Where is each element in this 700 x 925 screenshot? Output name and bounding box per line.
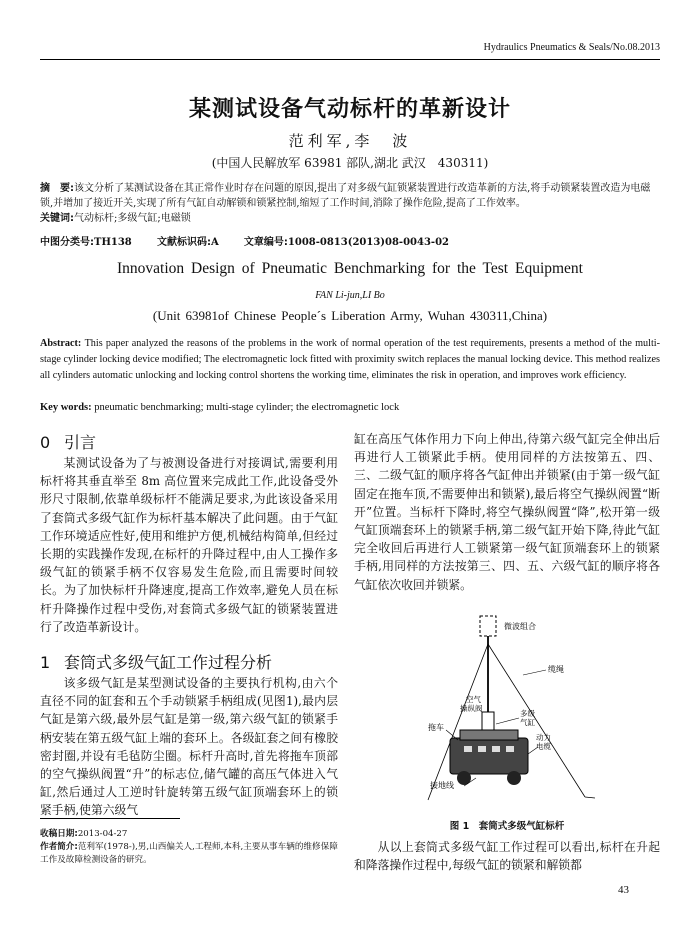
trailer-window-1 [464,746,472,752]
trailer-body [450,738,528,774]
label-cable: 缆绳 [548,665,564,674]
label-trailer: 拖车 [428,723,444,732]
clc-value: TH138 [94,237,132,248]
footnote-rule [40,818,180,819]
section-1-body: 该多级气缸是某型测试设备的主要执行机构,由六个直径不同的缸套和五个手动锁紧手柄组成(见图1),最内层气缸是第六级,最外层气缸是第一级,第六级气缸的锁紧手柄安装在第五级气缸上端的套环上。各级缸套之间有橡胶密封圈,并设有毛毡防尘圈。标杆升高时,首先将拖车顶部的空气操纵阀置“升”的标志位,储气罐的高压气体进入气缸,然后通过人工逆时针旋转第五级气缸顶端套环上的锁紧手柄,使第六级气 [40,676,338,818]
label-power-line-1: 动力 [536,733,551,742]
keywords-en-label: Key words: [40,402,92,413]
abstract-en [40,336,660,384]
section-0-number: 0 [40,433,51,452]
label-valve-line-2: 操纵阀 [460,704,483,713]
figure-1-caption: 图 1 套筒式多级气缸标杆 [449,821,565,832]
right-column-text: 缸在高压气体作用力下向上伸出,待第六级气缸完全伸出后再进行人工锁紧此手柄。使用同样的方法按第五、四、三、二级气缸的顺序将各气缸伸出并锁紧(由于第一级气缸固定在拖车顶,不需要伸出和锁紧),最后将空气操纵阀置“断开”位置。当标杆下降时,将空气操纵阀置“降”,松开第一级气缸顶端套环上的锁紧手柄,第二级气缸开始下降,待此气缸完全收回后再进行人工锁紧第一级气缸顶端套环上的锁紧手柄,用同样的方法按第三、四、五、六级气缸的顺序将各气缸依次收回并锁紧。 [354,432,660,592]
trailer-window-3 [492,746,500,752]
label-microwave: 微波组合 [504,622,536,631]
journal-header: Hydraulics Pneumatics & Seals/No.08.2013 [483,42,660,53]
label-power-line-2: 电缆 [536,742,551,751]
trailer-top [460,730,518,740]
keywords-en [40,402,399,413]
section-1-number: 1 [40,653,51,672]
microwave-box [480,616,496,636]
paper-title-zh: 某测试设备气动标杆的革新设计 [188,97,511,122]
received-date: 2013-04-27 [77,829,128,839]
wheel-right [507,771,521,785]
article-number-value: 1008-0813(2013)08-0043-02 [287,237,449,248]
footnote [40,828,340,867]
trailer-window-4 [506,746,514,752]
received-label: 收稿日期: [40,829,78,839]
keywords-zh-text: 气动标杆;多级气缸;电磁锁 [74,213,191,224]
abstract-zh-text: 该文分析了某测试设备在其正常作业时存在问题的原因,提出了对多级气缸锁紧装置进行改造革新的方法,将手动锁紧装置改造为电磁锁,并增加了接近开关,实现了所有气缸自动解锁和锁紧控制,缩短了工作时间,消除了操作危险,提高了工作效率。 [40,183,651,209]
abstract-zh-label: 摘 要: [40,183,74,194]
section-0-body: 某测试设备为了与被测设备进行对接调试,需要利用标杆将其垂直举至 8m 高位置来完成此工作,此设备受外形尺寸限制,依靠单级标杆不能满足要求,为此该设备采用了套筒式多级气缸作为标杆基本解决了此问题。由于气缸工作环境适应性好,使用和维护方便,机械结构简单,但经过长期的实践操作发现,在标杆的升降过程中,由人工操作多级气缸的锁紧手柄不仅容易发生危险,而且需要时间较长。为了加快标杆升降速度,提高工作效率,避免人员在标杆升降操作过程中受伤,对套筒式多级气缸的锁紧装置进行了改造革新设计。 [40,456,338,634]
cable-leader [523,670,546,675]
authors-zh: 范利军,李 波 [288,132,412,150]
keywords-zh-label: 关键词: [40,213,74,224]
abstract-en-label: Abstract: [40,338,82,349]
abstract-zh [40,181,660,226]
paper-title-en: Innovation Design of Pneumatic Benchmarking for the Test Equipment [116,260,583,277]
affiliation-en: (Unit 63981of Chinese People´s Liberation Army, Wuhan 430311,China) [152,308,548,323]
authors-en: FAN Li-jun,LI Bo [315,290,385,301]
label-cylinder [520,708,537,727]
label-valve-line-1: 空气 [466,695,481,704]
label-cylinder-line-1: 多级 [520,709,535,718]
doc-code-label: 文献标识码: [156,237,211,248]
affiliation-zh: (中国人民解放军 63981 部队,湖北 武汉 430311) [211,156,489,170]
bio-text: 范利军(1978-),男,山西偏关人,工程师,本科,主要从事车辆的维修保障工作及故障检测设备的研究。 [40,842,338,865]
abstract-en-text: This paper analyzed the reasons of the problems in the work of normal operation of the test requirements, presents a method of the multi-stage cylinder locking device modified; The electromagnetic lock fitted with proximity switch replaces the manual locking device. This method realizes all cylinders automatic unlocking and locking control shortens the working time, eliminates the risk in operation, and improves work efficiency. [40,338,661,381]
doc-code-value: A [210,237,219,248]
clc-label: 中图分类号: [40,237,94,248]
cylinder-leader [496,718,519,724]
label-ground: 接地线 [430,781,454,790]
section-1-title: 套筒式多级气缸工作过程分析 [64,653,273,672]
section-1-heading [40,650,338,673]
classification-line [40,233,471,248]
label-cylinder-line-2: 气缸 [520,718,535,727]
keywords-en-text: pneumatic benchmarking; multi-stage cylinder; the electromagnetic lock [94,402,400,413]
header-rule [40,59,660,60]
bio-label: 作者简介: [40,842,78,852]
label-power [536,732,553,751]
trailer-window-2 [478,746,486,752]
label-valve [460,694,483,713]
after-figure-text: 从以上套筒式多级气缸工作过程可以看出,标杆在升起和降落操作过程中,每级气缸的锁紧和解锁都 [354,840,660,873]
page-number: 43 [618,884,629,896]
article-number-label: 文章编号: [243,237,288,248]
cable-anchor [585,797,595,798]
section-0-title: 引言 [64,433,97,452]
section-0-heading [40,430,338,453]
figure-1-pneumatic-mast [420,612,620,812]
